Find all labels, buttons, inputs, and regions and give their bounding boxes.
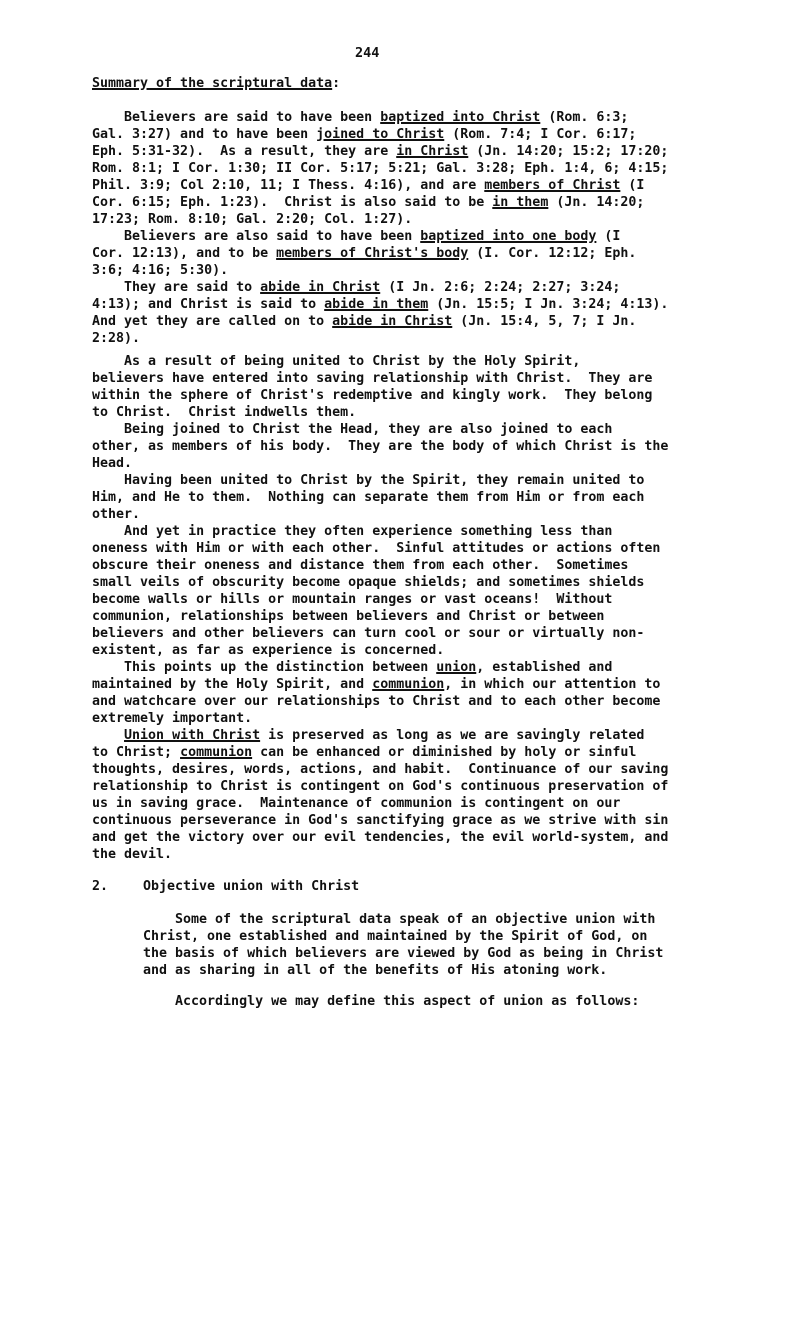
underlined-phrase: joined to Christ (316, 127, 445, 142)
paragraph-1-line-6: Cor. 6:15; Eph. 1:23). Christ is also said to be in them (Jn. 14:20; (92, 195, 645, 210)
paragraph-3-line-3: And yet they are called on to abide in Christ (Jn. 15:4, 5, 7; I Jn. (92, 314, 637, 329)
paragraph-8-line-4: extremely important. (92, 711, 253, 726)
heading-colon: : (332, 76, 341, 91)
paragraph-8-line-3: and watchcare over our relationships to Christ and to each other become (92, 694, 661, 709)
underlined-phrase: communion (372, 677, 445, 692)
paragraph-9-line-8: the devil. (92, 847, 173, 862)
paragraph-10-line-2: Christ, one established and maintained by the Spirit of God, on (143, 929, 648, 944)
paragraph-7-line-7: believers and other believers can turn cool or sour or virtually non- (92, 626, 645, 641)
paragraph-1-line-5: Phil. 3:9; Col 2:10, 11; I Thess. 4:16), and are members of Christ (I (92, 178, 645, 193)
paragraph-3-line-1: They are said to abide in Christ (I Jn. 2:6; 2:24; 2:27; 3:24; (92, 280, 621, 295)
underlined-phrase: abide in Christ (260, 280, 381, 295)
paragraph-4-line-4: to Christ. Christ indwells them. (92, 405, 357, 420)
paragraph-7-line-5: become walls or hills or mountain ranges or vast oceans! Without (92, 592, 613, 607)
underlined-phrase: members of Christ's body (276, 246, 469, 261)
paragraph-7-line-8: existent, as far as experience is concerned. (92, 643, 445, 658)
paragraph-10-line-3: the basis of which believers are viewed by God as being in Christ (143, 946, 664, 961)
paragraph-4-line-3: within the sphere of Christ's redemptive and kingly work. They belong (92, 388, 653, 403)
paragraph-9-line-1: Union with Christ is preserved as long as we are savingly related (124, 728, 645, 743)
paragraph-3-line-4: 2:28). (92, 331, 141, 346)
heading-text: Summary of the scriptural data (92, 76, 333, 91)
paragraph-2-line-1: Believers are also said to have been baptized into one body (I (92, 229, 621, 244)
section-title: Objective union with Christ (143, 879, 360, 894)
paragraph-9-line-6: continuous perseverance in God's sanctifying grace as we strive with sin (92, 813, 669, 828)
underlined-phrase: baptized into one body (420, 229, 597, 244)
paragraph-7-line-6: communion, relationships between believers and Christ or between (92, 609, 605, 624)
paragraph-11-line-1: Accordingly we may define this aspect of union as follows: (143, 994, 640, 1009)
paragraph-1-line-4: Rom. 8:1; I Cor. 1:30; II Cor. 5:17; 5:21; Gal. 3:28; Eph. 1:4, 6; 4:15; (92, 161, 669, 176)
paragraph-6-line-2: Him, and He to them. Nothing can separate them from Him or from each (92, 490, 645, 505)
paragraph-9-line-4: relationship to Christ is contingent on God's continuous preservation of (92, 779, 669, 794)
page-number: 244 (355, 45, 380, 61)
paragraph-5-line-2: other, as members of his body. They are the body of which Christ is the (92, 439, 669, 454)
paragraph-7-line-4: small veils of obscurity become opaque shields; and sometimes shields (92, 575, 645, 590)
paragraph-7-line-3: obscure their oneness and distance them from each other. Sometimes (92, 558, 629, 573)
paragraph-6-line-3: other. (92, 507, 141, 522)
underlined-phrase: abide in Christ (332, 314, 453, 329)
paragraph-8-line-1: This points up the distinction between union, established and (92, 660, 613, 675)
paragraph-8-line-2: maintained by the Holy Spirit, and communion, in which our attention to (92, 677, 661, 692)
underlined-phrase: abide in them (324, 297, 429, 312)
paragraph-1-line-1: Believers are said to have been baptized into Christ (Rom. 6:3; (92, 110, 629, 125)
paragraph-10-line-1: Some of the scriptural data speak of an objective union with (143, 912, 656, 927)
underlined-phrase: in them (492, 195, 549, 210)
paragraph-1-line-7: 17:23; Rom. 8:10; Gal. 2:20; Col. 1:27). (92, 212, 413, 227)
paragraph-6-line-1: Having been united to Christ by the Spirit, they remain united to (92, 473, 645, 488)
paragraph-7-line-2: oneness with Him or with each other. Sinful attitudes or actions often (92, 541, 661, 556)
paragraph-10-line-4: and as sharing in all of the benefits of His atoning work. (143, 963, 608, 978)
paragraph-5-line-1: Being joined to Christ the Head, they are also joined to each (92, 422, 613, 437)
paragraph-9-line-5: us in saving grace. Maintenance of communion is contingent on our (92, 796, 621, 811)
underlined-phrase: in Christ (396, 144, 469, 159)
section-heading-summary (92, 76, 340, 93)
paragraph-7-line-1: And yet in practice they often experience something less than (92, 524, 613, 539)
underlined-phrase: communion (180, 745, 253, 760)
underlined-phrase: baptized into Christ (380, 110, 541, 125)
underlined-phrase: Union with Christ (124, 728, 261, 743)
paragraph-1-line-2: Gal. 3:27) and to have been joined to Christ (Rom. 7:4; I Cor. 6:17; (92, 127, 637, 142)
section-heading-objective-union (92, 879, 360, 896)
paragraph-9-line-7: and get the victory over our evil tendencies, the evil world-system, and (92, 830, 669, 845)
section-number: 2. (92, 879, 109, 894)
paragraph-3-line-2: 4:13); and Christ is said to abide in them (Jn. 15:5; I Jn. 3:24; 4:13). (92, 297, 669, 312)
paragraph-2-line-2: Cor. 12:13), and to be members of Christ's body (I. Cor. 12:12; Eph. (92, 246, 637, 261)
paragraph-5-line-3: Head. (92, 456, 133, 471)
paragraph-1-line-3: Eph. 5:31-32). As a result, they are in Christ (Jn. 14:20; 15:2; 17:20; (92, 144, 669, 159)
paragraph-9-line-3: thoughts, desires, words, actions, and habit. Continuance of our saving (92, 762, 669, 777)
underlined-phrase: union (436, 660, 477, 675)
underlined-phrase: members of Christ (484, 178, 621, 193)
paragraph-4-line-1: As a result of being united to Christ by the Holy Spirit, (92, 354, 581, 369)
paragraph-4-line-2: believers have entered into saving relationship with Christ. They are (92, 371, 653, 386)
paragraph-9-line-2: to Christ; communion can be enhanced or diminished by holy or sinful (92, 745, 637, 760)
paragraph-2-line-3: 3:6; 4:16; 5:30). (92, 263, 229, 278)
